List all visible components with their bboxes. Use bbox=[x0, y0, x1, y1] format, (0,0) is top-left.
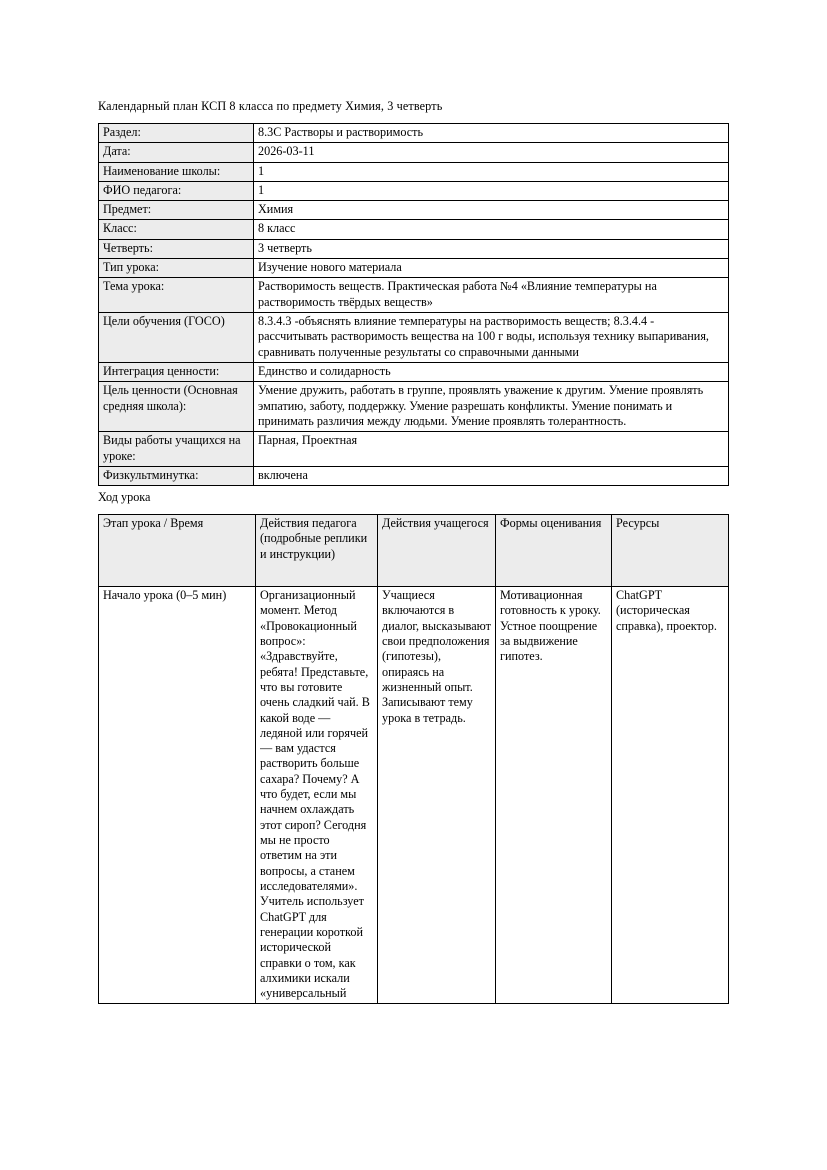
info-row-value: Умение дружить, работать в группе, проявлять уважение к другим. Умение проявлять эмпатию, заботу, поддержку. Умение разрешать конфликты. Умение понимать и принимать различия между людьми. Умение проявлять толерантность. bbox=[254, 382, 729, 432]
table-row bbox=[99, 382, 729, 432]
table-row bbox=[99, 259, 729, 278]
info-row-value: 8.3.4.3 -объяснять влияние температуры на растворимость веществ; 8.3.4.4 - рассчитывать растворимость вещества на 100 г воды, используя технику выпаривания, сравнивать полученные результаты со справочными данными bbox=[254, 313, 729, 363]
student-actions-cell bbox=[378, 587, 496, 1004]
column-header: Действия педагога (подробные реплики и инструкции) bbox=[256, 515, 378, 587]
lesson-stage-cell bbox=[99, 587, 256, 1004]
table-row bbox=[99, 123, 729, 142]
info-row-label: Цели обучения (ГОСО) bbox=[99, 313, 254, 363]
table-row bbox=[99, 143, 729, 162]
info-row-value: 2026-03-11 bbox=[254, 143, 729, 162]
table-row bbox=[99, 587, 729, 1004]
table-row bbox=[99, 239, 729, 258]
table-header-row bbox=[99, 515, 729, 587]
column-header: Действия учащегося bbox=[378, 515, 496, 587]
info-row-value: Единство и солидарность bbox=[254, 362, 729, 381]
column-header: Этап урока / Время bbox=[99, 515, 256, 587]
resources-cell-text: ChatGPT (историческая справка), проектор. bbox=[616, 588, 717, 633]
info-row-value: 8 класс bbox=[254, 220, 729, 239]
teacher-actions-cell-text: Организационный момент. Метод «Провокационный вопрос»: «Здравствуйте, ребята! Представьте, что вы готовите очень сладкий чай. В какой воде — ледяной или горячей — вам удастся растворить больше сахара? Почему? А что будет, если мы начнем охлаждать этот сироп? Сегодня мы не просто ответим на эти вопросы, а станем исследователями». Учитель использует ChatGPT для генерации короткой исторической справки о том, как алхимики искали «универсальный bbox=[260, 588, 370, 1001]
info-row-value: Химия bbox=[254, 201, 729, 220]
info-row-label: Виды работы учащихся на уроке: bbox=[99, 432, 254, 467]
info-row-value: включена bbox=[254, 466, 729, 485]
teacher-actions-cell bbox=[256, 587, 378, 1004]
info-row-label: Четверть: bbox=[99, 239, 254, 258]
table-row bbox=[99, 220, 729, 239]
table-row bbox=[99, 362, 729, 381]
table-row bbox=[99, 201, 729, 220]
info-row-label: Наименование школы: bbox=[99, 162, 254, 181]
page-title: Календарный план КСП 8 класса по предмету Химия, 3 четверть bbox=[98, 99, 443, 113]
info-row-label: Цель ценности (Основная средняя школа): bbox=[99, 382, 254, 432]
info-row-label: Класс: bbox=[99, 220, 254, 239]
info-row-label: Тема урока: bbox=[99, 278, 254, 313]
student-actions-cell-text: Учащиеся включаются в диалог, высказывают свои предположения (гипотезы), опираясь на жизненный опыт. Записывают тему урока в тетрадь. bbox=[382, 588, 491, 725]
info-row-label: Предмет: bbox=[99, 201, 254, 220]
info-row-label: Физкультминутка: bbox=[99, 466, 254, 485]
column-header: Ресурсы bbox=[612, 515, 729, 587]
info-row-label: Тип урока: bbox=[99, 259, 254, 278]
info-row-value: Растворимость веществ. Практическая работа №4 «Влияние температуры на растворимость твёрдых веществ» bbox=[254, 278, 729, 313]
info-row-value: 1 bbox=[254, 162, 729, 181]
column-header: Формы оценивания bbox=[496, 515, 612, 587]
info-row-value: Парная, Проектная bbox=[254, 432, 729, 467]
info-row-value: 3 четверть bbox=[254, 239, 729, 258]
info-row-value: Изучение нового материала bbox=[254, 259, 729, 278]
table-row bbox=[99, 181, 729, 200]
info-row-label: Раздел: bbox=[99, 123, 254, 142]
info-row-label: ФИО педагога: bbox=[99, 181, 254, 200]
info-row-label: Интеграция ценности: bbox=[99, 362, 254, 381]
info-row-value: 1 bbox=[254, 181, 729, 200]
lesson-stage-cell-text: Начало урока (0–5 мин) bbox=[103, 588, 227, 602]
lesson-info-table bbox=[98, 123, 729, 486]
assessment-forms-cell-text: Мотивационная готовность к уроку. Устное поощрение за выдвижение гипотез. bbox=[500, 588, 601, 664]
info-row-value: 8.3C Растворы и растворимость bbox=[254, 123, 729, 142]
table-row bbox=[99, 432, 729, 467]
table-row bbox=[99, 313, 729, 363]
lesson-flow-table bbox=[98, 514, 729, 1004]
table-row bbox=[99, 162, 729, 181]
section-caption-lesson-flow: Ход урока bbox=[98, 490, 151, 505]
resources-cell bbox=[612, 587, 729, 1004]
page-content bbox=[98, 99, 728, 1004]
assessment-forms-cell bbox=[496, 587, 612, 1004]
table-row bbox=[99, 466, 729, 485]
info-row-label: Дата: bbox=[99, 143, 254, 162]
table-row bbox=[99, 278, 729, 313]
